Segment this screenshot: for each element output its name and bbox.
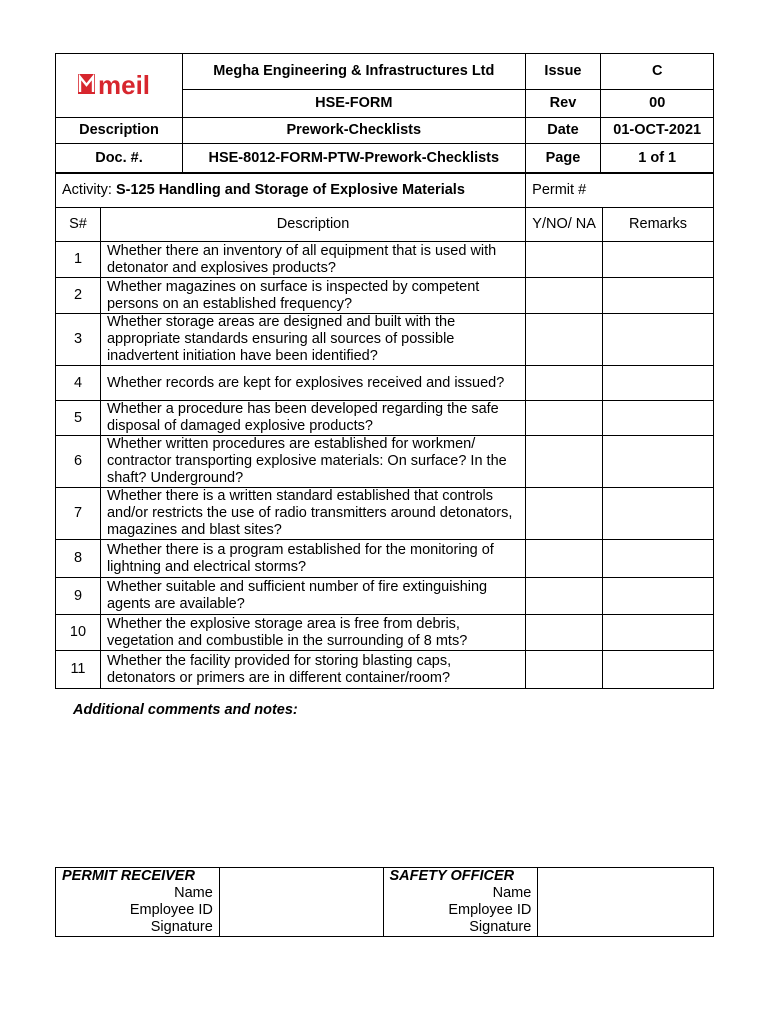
item-number: 8 bbox=[56, 540, 101, 578]
issue-label: Issue bbox=[525, 54, 601, 90]
description-value: Prework-Checklists bbox=[183, 118, 526, 144]
officer-name-label: Name bbox=[492, 885, 532, 901]
checklist-row bbox=[56, 615, 714, 651]
form-type: HSE-FORM bbox=[183, 89, 526, 117]
doc-value: HSE-8012-FORM-PTW-Prework-Checklists bbox=[183, 144, 526, 174]
item-remarks-cell[interactable] bbox=[603, 436, 714, 488]
doc-label: Doc. #. bbox=[56, 144, 183, 174]
item-number: 9 bbox=[56, 578, 101, 615]
item-yn-cell[interactable] bbox=[526, 278, 603, 314]
item-yn-cell[interactable] bbox=[526, 578, 603, 615]
company-name: Megha Engineering & Infrastructures Ltd bbox=[183, 54, 526, 90]
item-yn-cell[interactable] bbox=[526, 366, 603, 401]
date-label: Date bbox=[525, 118, 601, 144]
item-description: Whether records are kept for explosives received and issued? bbox=[100, 366, 525, 401]
item-yn-cell[interactable] bbox=[526, 651, 603, 689]
checklist-row bbox=[56, 436, 714, 488]
item-number: 3 bbox=[56, 314, 101, 366]
item-description: Whether there is a written standard established that controls and/or restricts the use of radio transmitters around detonators, magazines and blast sites? bbox=[100, 488, 525, 540]
header-table bbox=[55, 53, 714, 174]
checklist-row bbox=[56, 366, 714, 401]
rev-label: Rev bbox=[525, 89, 601, 117]
checklist-items bbox=[56, 242, 714, 689]
item-remarks-cell[interactable] bbox=[603, 278, 714, 314]
item-remarks-cell[interactable] bbox=[603, 578, 714, 615]
permit-label: Permit # bbox=[532, 181, 587, 198]
checklist-row bbox=[56, 488, 714, 540]
activity-value: S-125 Handling and Storage of Explosive Materials bbox=[115, 181, 465, 198]
svg-text:meil: meil bbox=[98, 70, 151, 100]
receiver-role: PERMIT RECEIVER bbox=[62, 868, 195, 884]
column-description: Description bbox=[100, 208, 525, 242]
item-yn-cell[interactable] bbox=[526, 436, 603, 488]
item-remarks-cell[interactable] bbox=[603, 651, 714, 689]
item-remarks-cell[interactable] bbox=[603, 540, 714, 578]
item-remarks-cell[interactable] bbox=[603, 401, 714, 436]
page-value: 1 of 1 bbox=[601, 144, 714, 174]
item-number: 10 bbox=[56, 615, 101, 651]
rev-value: 00 bbox=[601, 89, 714, 117]
description-label: Description bbox=[56, 118, 183, 144]
item-yn-cell[interactable] bbox=[526, 314, 603, 366]
item-number: 2 bbox=[56, 278, 101, 314]
item-number: 6 bbox=[56, 436, 101, 488]
permit-cell[interactable] bbox=[526, 173, 714, 208]
item-number: 4 bbox=[56, 366, 101, 401]
item-remarks-cell[interactable] bbox=[603, 366, 714, 401]
item-remarks-cell[interactable] bbox=[603, 615, 714, 651]
item-number: 5 bbox=[56, 401, 101, 436]
checklist-row bbox=[56, 401, 714, 436]
checklist-row bbox=[56, 540, 714, 578]
item-description: Whether written procedures are established for workmen/ contractor transporting explosive materials: On surface? In the shaft? Underground? bbox=[100, 436, 525, 488]
column-sn: S# bbox=[56, 208, 101, 242]
item-description: Whether there an inventory of all equipment that is used with detonator and explosives products? bbox=[100, 242, 525, 278]
officer-id-label: Employee ID bbox=[448, 902, 532, 918]
receiver-name-label: Name bbox=[174, 885, 213, 901]
officer-entry[interactable] bbox=[538, 868, 714, 937]
item-remarks-cell[interactable] bbox=[603, 242, 714, 278]
item-number: 11 bbox=[56, 651, 101, 689]
item-yn-cell[interactable] bbox=[526, 242, 603, 278]
item-remarks-cell[interactable] bbox=[603, 488, 714, 540]
item-yn-cell[interactable] bbox=[526, 401, 603, 436]
item-description: Whether the explosive storage area is free from debris, vegetation and combustible in the surrounding of 8 mts? bbox=[100, 615, 525, 651]
item-yn-cell[interactable] bbox=[526, 488, 603, 540]
receiver-labels bbox=[56, 868, 220, 937]
officer-signature-label: Signature bbox=[469, 919, 532, 935]
checklist-row bbox=[56, 578, 714, 615]
item-description: Whether magazines on surface is inspected by competent persons on an established frequency? bbox=[100, 278, 525, 314]
item-description: Whether storage areas are designed and built with the appropriate standards ensuring all sources of possible inadvertent initiation have been identified? bbox=[100, 314, 525, 366]
checklist-row bbox=[56, 651, 714, 689]
issue-value: C bbox=[601, 54, 714, 90]
receiver-id-label: Employee ID bbox=[129, 902, 213, 918]
checklist-row bbox=[56, 278, 714, 314]
item-number: 1 bbox=[56, 242, 101, 278]
item-description: Whether there is a program established for the monitoring of lightning and electrical storms? bbox=[100, 540, 525, 578]
logo bbox=[56, 54, 183, 118]
item-description: Whether suitable and sufficient number of fire extinguishing agents are available? bbox=[100, 578, 525, 615]
item-description: Whether a procedure has been developed regarding the safe disposal of damaged explosive products? bbox=[100, 401, 525, 436]
receiver-entry[interactable] bbox=[219, 868, 383, 937]
checklist-row bbox=[56, 242, 714, 278]
column-yn: Y/NO/ NA bbox=[526, 208, 603, 242]
item-description: Whether the facility provided for storing blasting caps, detonators or primers are in different container/room? bbox=[100, 651, 525, 689]
meil-logo bbox=[56, 54, 182, 112]
activity-cell bbox=[56, 173, 526, 208]
column-remarks: Remarks bbox=[603, 208, 714, 242]
item-yn-cell[interactable] bbox=[526, 540, 603, 578]
officer-labels bbox=[383, 868, 538, 937]
signoff-table bbox=[55, 867, 714, 937]
item-number: 7 bbox=[56, 488, 101, 540]
checklist-row bbox=[56, 314, 714, 366]
date-value: 01-OCT-2021 bbox=[601, 118, 714, 144]
checklist-table bbox=[55, 172, 714, 689]
officer-role: SAFETY OFFICER bbox=[389, 868, 515, 884]
page-label: Page bbox=[525, 144, 601, 174]
item-remarks-cell[interactable] bbox=[603, 314, 714, 366]
activity-label: Activity: bbox=[62, 181, 116, 198]
receiver-signature-label: Signature bbox=[150, 919, 213, 935]
item-yn-cell[interactable] bbox=[526, 615, 603, 651]
comments-label: Additional comments and notes: bbox=[73, 702, 298, 718]
